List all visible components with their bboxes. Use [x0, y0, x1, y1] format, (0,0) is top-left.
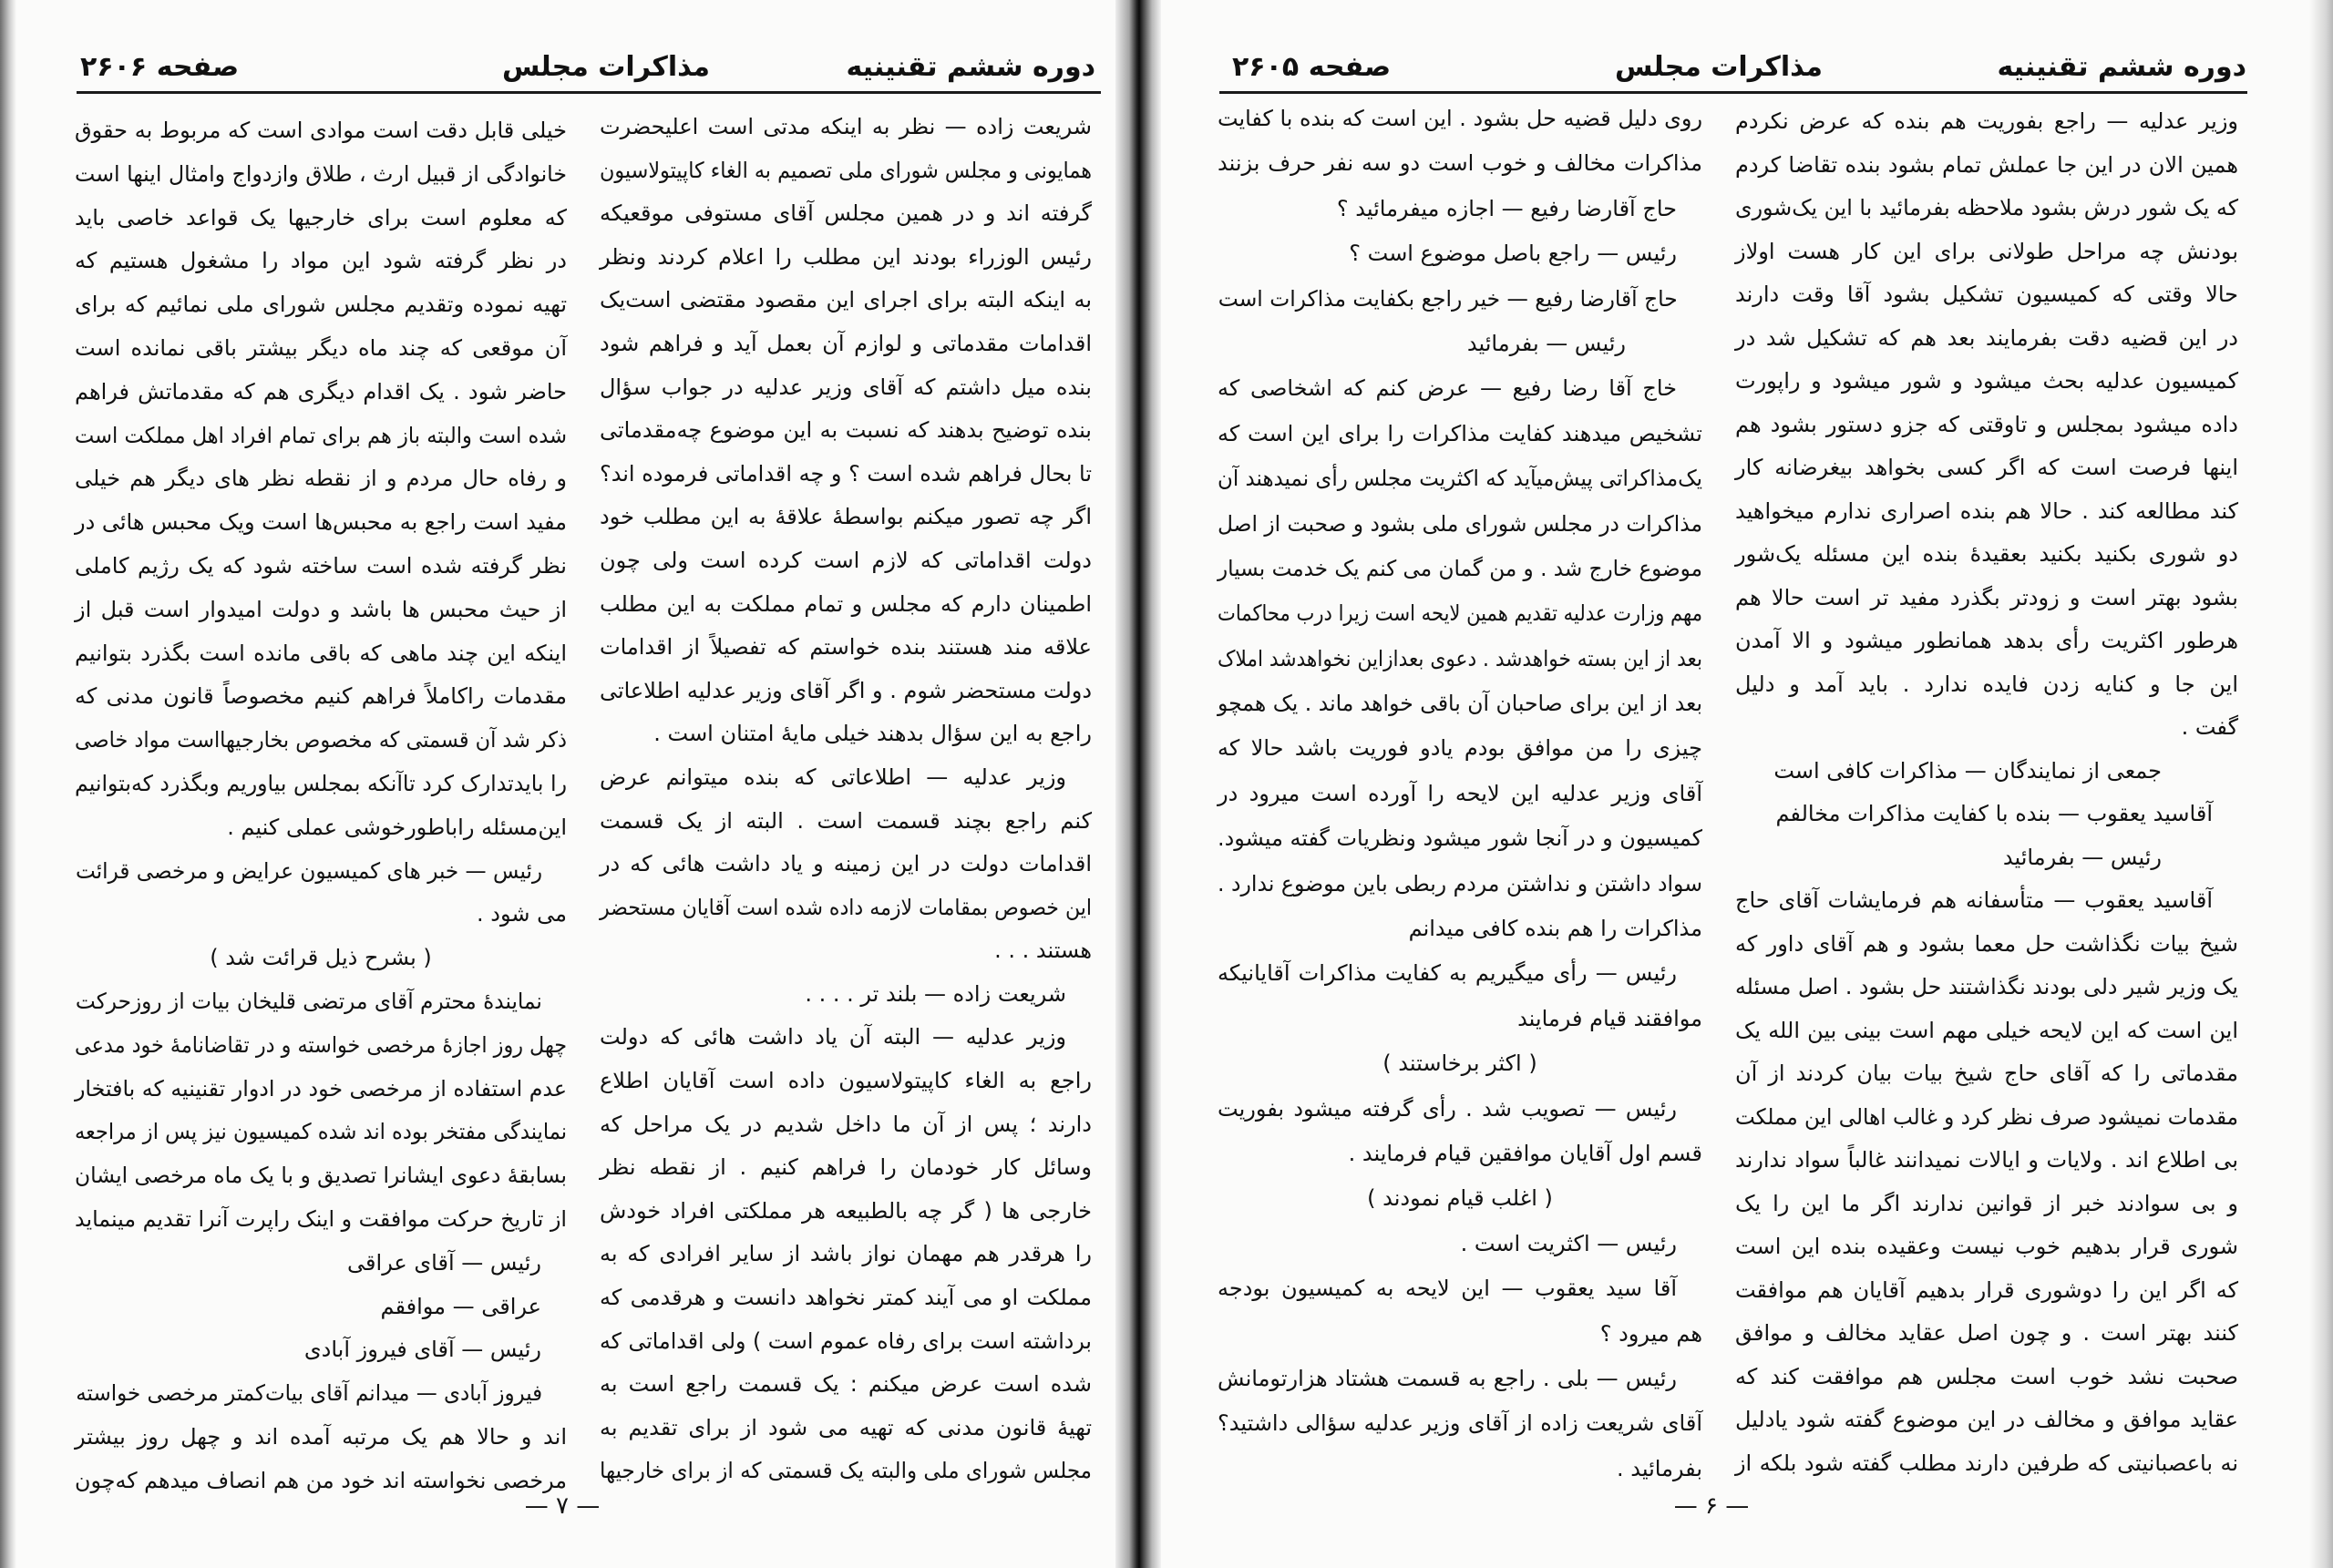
text-line: از تاریخ حرکت موافقت و اینک راپرت آنرا تقدیم مینماید	[75, 1205, 568, 1232]
text-line: و بی سوادند خبر از قوانین ندارند اگر ما این را یک	[1735, 1190, 2238, 1216]
stage-direction: ( اغلب قیام نمودند )	[1367, 1185, 1553, 1212]
speaker-line: رئیس — بلی . راجع به قسمت هشتاد هزارتومانش	[1217, 1365, 1677, 1391]
text-line: یک‌مذاکراتی پیش‌میآید که اکثریت مجلس رأی نمیدهند آن	[1218, 466, 1702, 492]
text-line: خارجی ها ( گر چه بالطبیعه هر مملکتی افراد خودش	[599, 1197, 1092, 1224]
speaker-line: رئیس — راجع باصل موضوع است ؟	[1349, 241, 1677, 267]
speaker-line: فیروز آبادی — میدانم آقای بیات‌کمتر مرخصی خواسته	[76, 1380, 543, 1407]
header-rule	[1219, 91, 2247, 94]
text-line: بعد از این بسته خواهدشد . دعوی بعدازاین نخواهدشد املاک	[1218, 645, 1702, 671]
text-line: هستند . . .	[994, 938, 1092, 964]
text-line: موافقند قیام فرمایند	[1517, 1005, 1702, 1031]
text-line: این است که این لایحه خیلی مهم است بینی بین الله یک	[1734, 1017, 2238, 1043]
text-line: نظر گرفته شده است ساخته شود که یک رژیم کاملی	[74, 552, 567, 579]
text-line: مذاکرات مخالف و خوب است دو سه نفر حرف بزنند	[1218, 150, 1702, 177]
text-line: تا بحال فراهم شده است ؟ و چه اقداماتی فرموده اند؟	[599, 460, 1092, 487]
text-line: مقدمات راکاملاً فراهم کنیم مخصوصاً قانون مدنی که	[75, 683, 567, 710]
text-line: رئیس الوزراء بودند این مطلب را اعلام کردند ونظر	[599, 243, 1092, 270]
text-line: که معلوم است برای خارجیها یک قواعد خاصی باید	[75, 204, 567, 231]
text-line: کنند بهتر است . و چون اصل عقاید مخالف و موافق	[1734, 1320, 2238, 1346]
page-number-label: صفحه ۲۶۰۵	[1232, 51, 1392, 83]
column-left	[75, 109, 567, 1503]
proceedings-title: مذاکرات مجلس	[501, 51, 711, 83]
page-footer-number: — ۷ —	[524, 1492, 601, 1520]
speaker-line: رئیس — آقای عراقی	[347, 1249, 541, 1276]
text-line: هرطور اکثریت رأی بدهد همانطور میشود و الا آمدن	[1734, 628, 2238, 653]
text-line: چهل روز اجازهٔ مرخصی خواسته و در تقاضانامهٔ خود مدعی	[74, 1031, 567, 1058]
text-line: مقدماتی را که آقای حاج شیخ بیات بیان کردند از آن	[1735, 1061, 2238, 1086]
text-line: بودنش چه مراحل طولانی برای این کار هست اولاز	[1735, 238, 2238, 264]
text-line: اطمینان دارم که مجلس و تمام مملکت به این مطلب	[599, 590, 1092, 617]
speaker-line: حاج آقارضا رفیع — اجازه میفرمائید ؟	[1336, 195, 1677, 221]
speaker-line: آقا سید یعقوب — این لایحه به کمیسیون بودجه	[1217, 1276, 1677, 1302]
text-line: همین الان در این جا عملش تمام بشود بنده تقاضا کردم	[1734, 151, 2238, 178]
text-line: به اینکه البته برای اجرای این مقصود مقتضی است‌یک	[599, 287, 1092, 313]
text-line: کمیسیون عدلیه بحث میشود و شور میشود و راپورت	[1735, 368, 2238, 394]
text-line: موضوع خارج شد . و من گمان می کنم یک خدمت بسیار	[1218, 555, 1702, 581]
speaker-line: آقاسید یعقوب — بنده با کفایت مذاکرات مخالفم	[1775, 801, 2213, 826]
text-line: صحبت نشد خوب است مجلس هم موافقت کند که	[1734, 1363, 2238, 1389]
text-line: نمایندهٔ محترم آقای مرتضی قلیخان بیات از روزحرکت	[75, 988, 542, 1014]
page-number-label: صفحه ۲۶۰۶	[80, 51, 240, 83]
text-line: می شود .	[477, 901, 567, 927]
text-line: مجلس شورای ملی والبته یک قسمتی که از برای خارجیها	[599, 1458, 1092, 1484]
text-line: که اگر این را دوشوری قرار بدهیم آقایان هم موافقت	[1734, 1276, 2238, 1303]
header-rule	[77, 91, 1101, 94]
text-line: ذکر شد آن قسمتی که مخصوص بخارجیهااست مواد خاصی	[74, 727, 567, 753]
text-line: دو شوری بکنید بکنید بعقیدهٔ بنده این مسئله یک‌شور	[1734, 541, 2238, 567]
text-line: اگر چه تصور میکنم بواسطهٔ علاقهٔ به این مطلب خود	[600, 504, 1092, 530]
text-line: اند و حالا هم یک مرتبه آمده اند و چهل روز بیشتر	[75, 1423, 567, 1450]
text-line: اینکه این چند ماهی که باقی مانده است بگذرد بتوانیم	[75, 640, 567, 666]
text-line: هم میرود ؟	[1599, 1320, 1702, 1347]
speaker-line: آقاسید یعقوب — متأسفانه هم فرمایشات آقای حاج	[1735, 887, 2213, 913]
text-line: عقاید موافق و مخالف در این موضوع گفته شود یادلیل	[1735, 1407, 2238, 1432]
text-line: اقدامات دولت در این زمینه و یاد داشت هائی که در	[599, 851, 1092, 877]
text-line: خانوادگی از قبیل ارث ، طلاق وازدواج وامثال اینها است	[74, 160, 568, 187]
stage-direction: ( اکثر برخاستند )	[1382, 1050, 1537, 1077]
text-line: مذاکرات را هم بنده کافی میدانم	[1408, 916, 1702, 942]
text-line: آن موقعی که چند ماه دیگر بیشتر باقی نمانده است	[75, 334, 567, 361]
text-line: خیلی قابل دقت است موادی است که مربوط به حقوق	[75, 118, 567, 143]
text-line: بنده میل داشتم که آقای وزیر عدلیه در جواب سؤال	[599, 374, 1092, 400]
text-line: شوری قرار بدهیم خوب نیست وعقیده بنده این است	[1735, 1234, 2238, 1259]
text-line: یک وزیر شیر دلی بودند نگذاشتند حل بشود . اصل مسئله	[1735, 974, 2238, 999]
text-line: این خصوص بمقامات لازمه داده شده است آقایان مستحضر	[599, 894, 1092, 920]
text-line: قسم اول آقایان موافقین قیام فرمایند .	[1348, 1140, 1702, 1166]
text-line: تهیه نموده وتقدیم مجلس شورای ملی نمائیم که برای	[75, 292, 567, 318]
text-line: تهیهٔ قانون مدنی که تهیه می شود از برای تقدیم به	[599, 1414, 1092, 1440]
speaker-line: خاج آقا رضا رفیع — عرض کنم که اشخاصی که	[1218, 375, 1677, 402]
text-line: بعد از این برای صاحبان آن باقی خواهد ماند . یک همچو	[1217, 691, 1702, 717]
text-line: بسابقهٔ دعوی ایشانرا تصدیق و با یک ماه مرخصی ایشان	[74, 1163, 568, 1189]
speaker-line: رئیس — خبر های کمیسیون عرایض و مرخصی قرائت	[76, 857, 543, 884]
text-line: گفت .	[2181, 714, 2238, 740]
page-footer-number: — ۶ —	[1673, 1492, 1750, 1520]
text-line: این‌مسئله‌ راباطورخوشی عملی کنیم .	[227, 814, 567, 840]
text-line: اقدامات مقدماتی و لوازم آن بعمل آید و فراهم شود	[600, 330, 1092, 356]
text-line: کنم راجع بچند قسمت است . البته از یک قسمت	[599, 807, 1092, 834]
column-left	[1218, 97, 1702, 1491]
text-line: آقای وزیر عدلیه این لایحه را آورده است میرود در	[1218, 780, 1702, 806]
text-line: نمایندگی مفتخر بوده اند شده کمیسیون نیز پس از مراجعه	[74, 1119, 568, 1145]
text-line: راجع به این سؤال بدهند خیلی مایهٔ امتنان است .	[653, 721, 1092, 747]
text-line: نه باعصبانیتی که طرفین دارند مطلب گفته شود بلکه از	[1734, 1450, 2238, 1476]
column-right	[600, 106, 1092, 1493]
text-line: مذاکرات در مجلس شورای ملی بشود و صحبت از اصل	[1217, 510, 1702, 537]
text-line: بشود بهتر است و زودتر بگذرد مفید تر است حالا هم	[1735, 584, 2238, 610]
text-line: مفید است راجع به محبس‌ها است ویک محبس هائی در	[75, 509, 568, 536]
text-line: را هرقدر هم مهمان نواز باشد از سایر افرادی که به	[600, 1241, 1092, 1267]
text-line: بنده توضیح بدهند که نسبت به این موضوع چه‌مقدماتی	[600, 417, 1092, 444]
speaker-line: شریعت زاده — نظر به اینکه مدتی است اعلیحضرت	[600, 114, 1092, 139]
text-line: دولت مستحضر شوم . و اگر آقای وزیر عدلیه اطلاعاتی	[599, 677, 1092, 703]
session-label: دوره ششم تقنینیه	[1997, 51, 2246, 83]
text-line: عدم استفاده از مرخصی خود در ادوار تقنینیه که بافتخار	[74, 1075, 567, 1102]
text-line: کمیسیون و در آنجا شور میشود ونظریات گفته میشود.	[1218, 825, 1702, 852]
speaker-line: عراقی — موافقم	[380, 1293, 541, 1319]
speaker-line: رئیس — بفرمائید	[1466, 330, 1626, 356]
text-line: شده است والبته باز هم برای تمام افراد اهل مملکت است	[75, 422, 568, 448]
text-line: شیخ بیات نگذاشت حل معما بشود و هم آقای داور که	[1734, 930, 2238, 957]
text-line: وزیر عدلیه — راجع بفوریت هم بنده که عرض نکردم	[1735, 108, 2238, 134]
text-line: بی اطلاع اند . ولایات و ایالات نمیدانند غالباً سواد ندارند	[1734, 1147, 2238, 1173]
text-line: در این قضیه دقت بفرمایند بعد هم که تشکیل شد در	[1735, 324, 2238, 351]
text-line: وسائل کار خودمان را فراهم کنیم . از نقطه نظر	[599, 1154, 1092, 1181]
text-line: اینها فرصت است که اگر کسی بخواهد بیغرضانه کار	[1735, 455, 2238, 480]
speaker-line: رئیس — آقای فیروز آبادی	[303, 1337, 541, 1363]
text-line: که یک شور درش بشود ملاحظه بفرمائید با این یک‌شوری	[1734, 195, 2238, 220]
text-line: چیزی را من موافق بودم یادو فوریت باشد حالا که	[1217, 735, 1702, 762]
text-line: داده میشود بمجلس و تاوقتی که جزو دستور بشود هم	[1734, 411, 2238, 437]
text-line: این جا و کنایه زدن فایده ندارد . باید آمد و دلیل	[1734, 671, 2238, 697]
text-line: همایونی و مجلس شورای ملی تصمیم به الغاء کاپیتولاسیون	[600, 157, 1092, 183]
proceedings-title: مذاکرات مجلس	[1614, 51, 1824, 83]
text-line: حالا وقتی که کمیسیون تشکیل بشود آقا وقت دارند	[1735, 282, 2238, 307]
text-line: بفرمائید .	[1616, 1455, 1702, 1481]
speaker-line: رئیس — اکثریت است .	[1460, 1230, 1677, 1256]
speaker-line: رئیس — بفرمائید	[2002, 844, 2162, 870]
speaker-line: رئیس — تصویب شد . رأی گرفته میشود بفوریت	[1218, 1095, 1677, 1122]
speaker-line: حاج آقارضا رفیع — خیر راجع بکفایت مذاکرات است	[1218, 285, 1678, 312]
session-label: دوره ششم تقنینیه	[846, 51, 1095, 83]
text-line: راجع به الغاء کاپیتولاسیون داده است آقایان اطلاع	[599, 1068, 1092, 1094]
speaker-line: رئیس — رأی میگیریم به کفایت مذاکرات آقایانیکه	[1218, 960, 1677, 987]
text-line: مرخصی نخواسته اند خود من هم انصاف میدهم که‌چون	[74, 1467, 567, 1493]
text-line: را بایدتدارک کرد تاآنکه بمجلس بیاوریم وبگذرد که‌بتوانیم	[75, 770, 567, 796]
speaker-line: شریعت زاده — بلند تر . . . .	[805, 980, 1066, 1007]
page-left	[0, 0, 1115, 1568]
text-line: سواد داشتن و نداشتن مردم ربطی باین موضوع ندارد .	[1218, 870, 1702, 897]
text-line: آقای شریعت زاده از آقای وزیر عدلیه سؤالی داشتید؟	[1218, 1410, 1702, 1437]
text-line: در نظر گرفته شود این مواد را مشغول هستیم که	[75, 248, 567, 274]
text-line: مقدمات نمیشود صرف نظر کرد و غالب اهالی این مملکت	[1734, 1103, 2238, 1130]
text-line: مملکت او می آیند کمتر نخواهد دانست و هرقدمی که	[599, 1285, 1092, 1311]
text-line: تشخیص میدهند کفایت مذاکرات را برای این است که	[1218, 420, 1702, 446]
text-line: علاقه مند هستند بنده خواستم که تفصیلاً از اقدامات	[599, 634, 1092, 661]
text-line: از حیث محبس ها باشد و دولت امیدوار است قبل از	[75, 596, 567, 622]
text-line: شده است عرض میکنم : یک قسمت راجع است به	[600, 1371, 1092, 1398]
stage-direction: ( بشرح ذیل قرائت شد )	[210, 945, 432, 971]
text-line: برداشته است برای رفاه عموم است ) ولی اقداماتی که	[599, 1327, 1092, 1354]
speaker-line: جمعی از نمایندگان — مذاکرات کافی است	[1773, 757, 2162, 784]
text-line: مهم وزارت عدلیه تقدیم همین لایحه است زیرا درب محاکمات	[1218, 600, 1702, 627]
text-line: حاضر شود . یک اقدام دیگری هم که مقدماتش فراهم	[75, 378, 567, 405]
text-line: روی دلیل قضیه حل بشود . این است که بنده با کفایت	[1217, 106, 1702, 131]
text-line: کند مطالعه کند . حالا هم بنده اصراری ندارم میخواهید	[1734, 497, 2238, 524]
text-line: دولت اقداماتی که لازم است کرده است ولی چون	[600, 547, 1092, 573]
column-right	[1735, 100, 2238, 1485]
speaker-line: وزیر عدلیه — اطلاعاتی که بنده میتوانم عرض	[600, 764, 1066, 790]
text-line: گرفته اند و در همین مجلس آقای مستوفی موقعیکه	[600, 200, 1092, 227]
speaker-line: وزیر عدلیه — البته آن یاد داشت هائی که دولت	[600, 1024, 1066, 1050]
text-line: دارند ؛ پس از آن ما داخل شدیم در یک مراحل که	[599, 1111, 1092, 1137]
text-line: و رفاه حال مردم و از نقطه نظر های دیگر هم خیلی	[75, 466, 567, 492]
